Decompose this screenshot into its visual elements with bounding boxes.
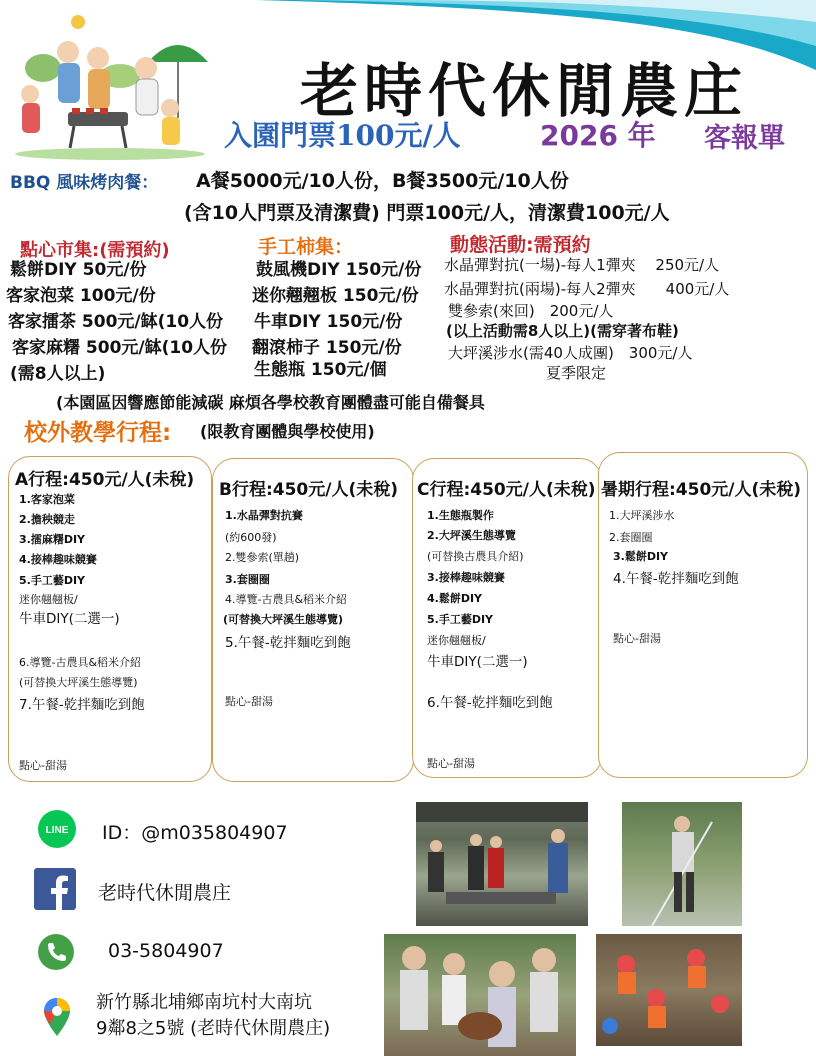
itinerary-step: 點心-甜湯 — [427, 757, 475, 770]
persimmon-item: 牛車DIY 150元/份 — [254, 312, 403, 332]
itinerary-step: (可替換古農具介紹) — [427, 550, 524, 563]
itinerary-step: 迷你翹翹板/ — [427, 634, 486, 647]
report-label: 客報單 — [704, 123, 785, 154]
itinerary-step: 2.套圈圈 — [609, 531, 653, 544]
itinerary-title: 暑期行程:450元/人(未稅) — [601, 480, 802, 500]
itinerary-card-summer — [598, 452, 808, 778]
snack-item: 客家擂茶 500元/缽(10人份 — [8, 312, 224, 332]
education-title: 校外教學行程: — [24, 420, 172, 446]
itinerary-title: B行程:450元/人(未稅) — [219, 480, 398, 500]
activity-item: (以上活動需8人以上)(需穿著布鞋) — [446, 322, 679, 340]
address-line-2: 9鄰8之5號 (老時代休閒農庄) — [96, 1018, 331, 1039]
activity-item: 雙參索(來回) 200元/人 — [448, 302, 614, 320]
itinerary-step: 點心-甜湯 — [613, 632, 661, 645]
snack-market-heading: 點心市集:(需預約) — [20, 240, 170, 261]
svg-text:LINE: LINE — [45, 825, 69, 836]
persimmon-item: 生態瓶 150元/個 — [254, 360, 387, 380]
phone-number[interactable]: 03-5804907 — [108, 940, 224, 962]
itinerary-step: 2.大坪溪生態導覽 — [427, 529, 516, 542]
persimmon-item: 迷你翹翹板 150元/份 — [252, 286, 419, 306]
bbq-prices: A餐5000元/10人份，B餐3500元/10人份 — [196, 170, 569, 192]
itinerary-title: A行程:450元/人(未稅) — [15, 470, 195, 490]
itinerary-card-c — [412, 458, 602, 778]
itinerary-step: 點心-甜湯 — [19, 759, 67, 772]
itinerary-step: 3.鬆餅DIY — [613, 550, 669, 563]
itinerary-step: (可替換大坪溪生態導覽) — [19, 676, 138, 689]
itinerary-step: 6.導覽-古農具&稻米介紹 — [19, 656, 142, 669]
itinerary-step: 5.午餐-乾拌麵吃到飽 — [225, 635, 351, 651]
activity-item: 大坪溪涉水(需40人成團) 300元/人 — [448, 344, 693, 362]
bbq-includes: (含10人門票及清潔費) 門票100元/人，清潔費100元/人 — [184, 202, 670, 224]
itinerary-step: 2.雙參索(單趟) — [225, 551, 300, 564]
itinerary-step: 5.手工藝DIY — [427, 613, 494, 626]
snack-item: 客家麻糬 500元/缽(10人份 — [12, 338, 228, 358]
itinerary-title: C行程:450元/人(未稅) — [417, 480, 596, 500]
activity-item: 水晶彈對抗(兩場)-每人2彈夾 400元/人 — [444, 280, 730, 298]
itinerary-step: 6.午餐-乾拌麵吃到飽 — [427, 695, 553, 711]
snack-item: (需8人以上) — [10, 364, 106, 384]
persimmon-item: 翻滾柿子 150元/份 — [252, 338, 402, 358]
address-line-1: 新竹縣北埔鄉南坑村大南坑 — [96, 992, 312, 1013]
activity-item: 夏季限定 — [546, 364, 607, 382]
itinerary-step: 2.擔秧競走 — [19, 513, 75, 526]
facebook-icon[interactable] — [34, 868, 76, 910]
map-pin-icon — [44, 998, 70, 1036]
itinerary-step: 牛車DIY(二選一) — [427, 654, 528, 670]
itinerary-card-b — [212, 458, 414, 782]
itinerary-step: 迷你翹翹板/ — [19, 593, 78, 606]
facebook-name[interactable]: 老時代休閒農庄 — [98, 882, 232, 904]
activity-item: 水晶彈對抗(一場)-每人1彈夾 250元/人 — [444, 256, 720, 274]
admission-price: 入園門票100元/人 — [224, 119, 461, 152]
persimmon-item: 鼓風機DIY 150元/份 — [256, 260, 422, 280]
itinerary-step: 4.接棒趣味競賽 — [19, 553, 97, 566]
itinerary-step: 1.客家泡菜 — [19, 493, 75, 506]
year-label: 2026 年 — [540, 119, 656, 152]
itinerary-card-a — [8, 456, 212, 782]
photo-kids-craft — [384, 934, 576, 1056]
phone-icon[interactable] — [38, 934, 74, 970]
itinerary-step: 4.導覽-古農具&稻米介紹 — [225, 593, 348, 606]
itinerary-step: 4.鬆餅DIY — [427, 592, 483, 605]
itinerary-step: (約600發) — [225, 531, 277, 544]
itinerary-step: 3.套圈圈 — [225, 573, 270, 586]
itinerary-step: 7.午餐-乾拌麵吃到飽 — [19, 697, 145, 713]
line-icon[interactable] — [38, 810, 76, 848]
eco-note: (本園區因響應節能減碳 麻煩各學校教育團體盡可能自備餐具 — [56, 393, 485, 412]
bbq-label: BBQ 風味烤肉餐： — [10, 173, 159, 193]
itinerary-step: 1.大坪溪涉水 — [609, 509, 675, 522]
education-subtitle: (限教育團體與學校使用) — [200, 422, 375, 441]
photo-river-wading — [596, 934, 742, 1046]
itinerary-step: 1.生態瓶製作 — [427, 509, 494, 522]
page-title: 老時代休閒農庄 — [300, 57, 749, 125]
persimmon-market-heading: 手工柿集： — [258, 236, 354, 258]
itinerary-step: 3.接棒趣味競賽 — [427, 571, 505, 584]
itinerary-step: 5.手工藝DIY — [19, 574, 86, 587]
snack-item: 客家泡菜 100元/份 — [6, 286, 156, 306]
itinerary-step: 4.午餐-乾拌麵吃到飽 — [613, 571, 739, 587]
snack-item: 鬆餅DIY 50元/份 — [10, 260, 147, 280]
itinerary-step: 3.擂麻糬DIY — [19, 533, 86, 546]
photo-rope-activity — [622, 802, 742, 926]
photo-group-barbecue — [416, 802, 588, 926]
itinerary-step: 點心-甜湯 — [225, 695, 273, 708]
family-bbq-illustration — [8, 8, 212, 160]
itinerary-step: 牛車DIY(二選一) — [19, 611, 120, 627]
activities-heading: 動態活動:需預約 — [450, 234, 591, 256]
line-id[interactable]: ID：@m035804907 — [102, 822, 288, 844]
itinerary-step: (可替換大坪溪生態導覽) — [223, 613, 344, 626]
itinerary-step: 1.水晶彈對抗賽 — [225, 509, 303, 522]
